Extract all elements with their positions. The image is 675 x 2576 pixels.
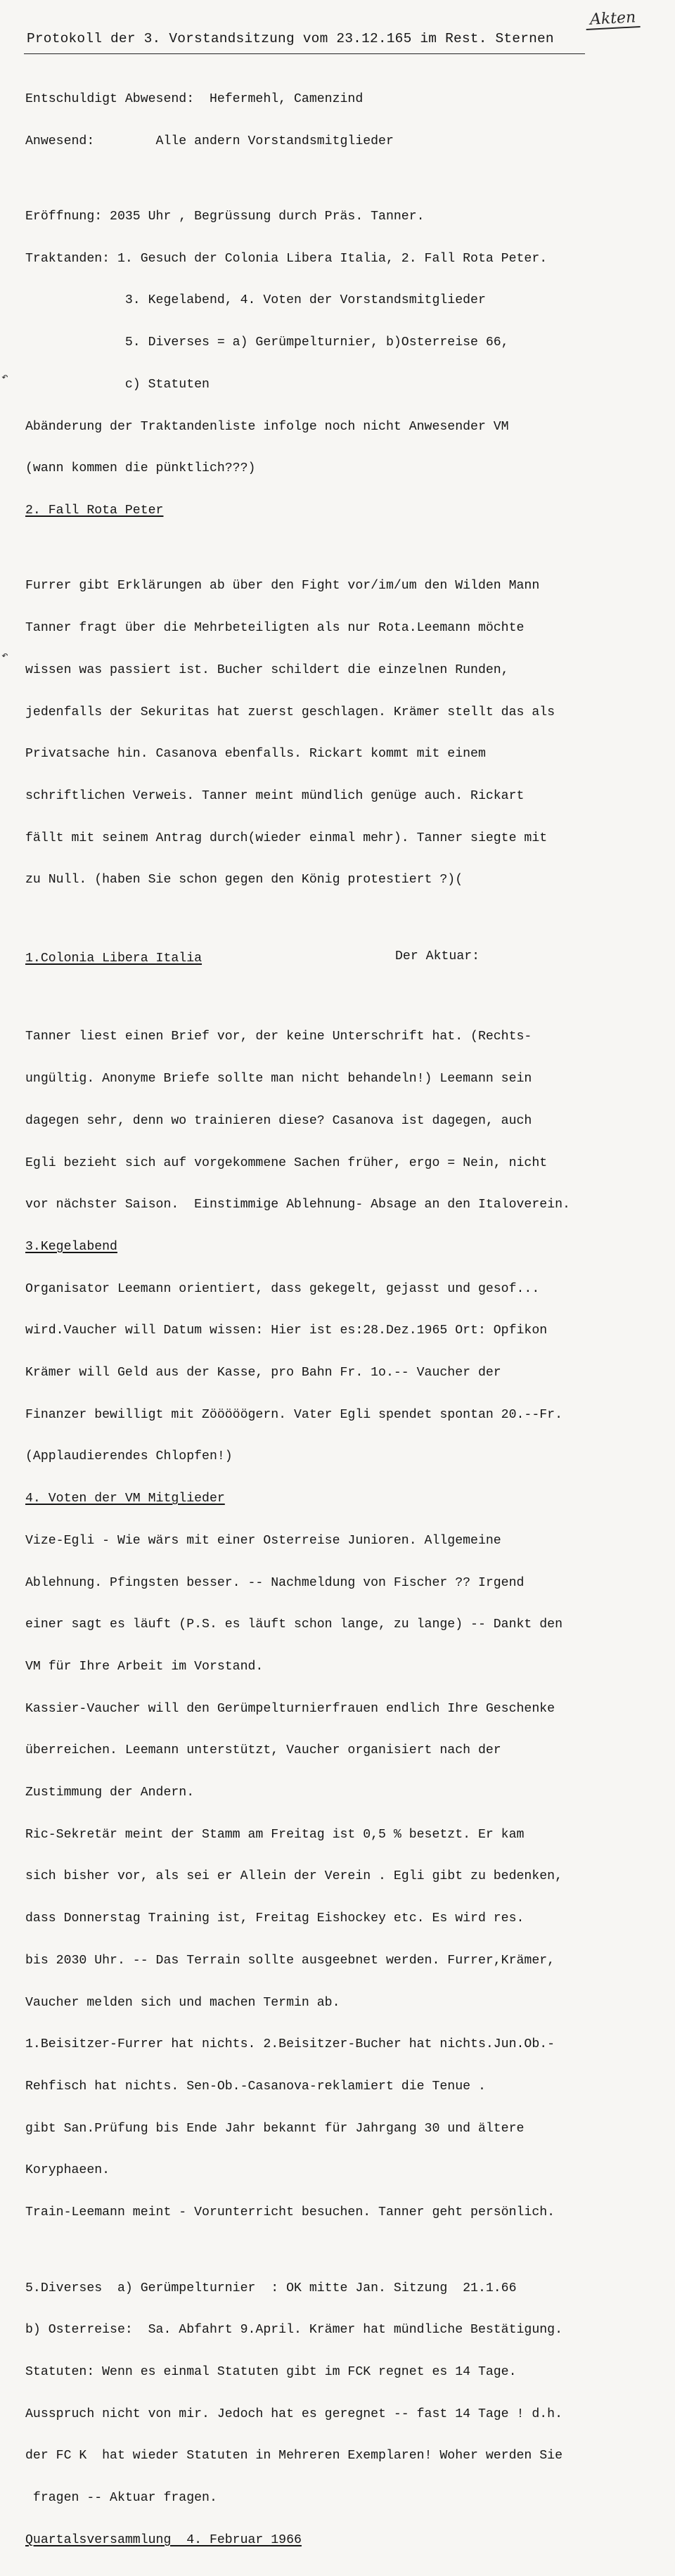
text-line: dagegen sehr, denn wo trainieren diese? Casanova ist dagegen, auch — [25, 1113, 532, 1128]
section-heading-fall-rota: 2. Fall Rota Peter — [25, 503, 164, 518]
text-line: gibt San.Prüfung bis Ende Jahr bekannt für Jahrgang 30 und ältere — [25, 2121, 525, 2136]
margin-mark: ↶ — [1, 371, 8, 384]
text-line: Zustimmung der Andern. — [25, 1786, 195, 1800]
margin-mark: ↶ — [1, 650, 8, 662]
text-line: (Applaudierendes Chlopfen!) — [25, 1449, 233, 1464]
text-line: der FC K hat wieder Statuten in Mehreren Exemplaren! Woher werden Sie — [25, 2449, 562, 2463]
quartalsversammlung-line: Quartalsversammlung 4. Februar 1966 — [25, 2532, 302, 2547]
text-line: Krämer will Geld aus der Kasse, pro Bahn Fr. 1o.-- Vaucher der — [25, 1366, 501, 1380]
text-line: 1.Beisitzer-Furrer hat nichts. 2.Beisitzer-Bucher hat nichts.Jun.Ob.- — [25, 2037, 555, 2052]
spacer — [25, 177, 651, 182]
text-line: Finanzer bewilligt mit Zööööögern. Vater Egli spendet spontan 20.--Fr. — [25, 1407, 562, 1422]
text-line: Ausspruch nicht von mir. Jedoch hat es geregnet -- fast 14 Tage ! d.h. — [25, 2407, 562, 2421]
text-line: fällt mit seinem Antrag durch(wieder einmal mehr). Tanner siegte mit — [25, 831, 548, 845]
text-line: 5. Diverses = a) Gerümpelturnier, b)Osterreise 66, — [25, 335, 509, 350]
text-line: (wann kommen die pünktlich???) — [25, 461, 256, 476]
handwritten-annotation: Akten — [585, 8, 641, 30]
text-line: Eröffnung: 2035 Uhr , Begrüssung durch Präs. Tanner. — [25, 210, 425, 224]
text-line: Vaucher melden sich und machen Termin ab. — [25, 1995, 340, 2010]
text-line: wissen was passiert ist. Bucher schildert die einzelnen Runden, — [25, 662, 509, 677]
signature-label: Der Aktuar: — [395, 949, 480, 963]
text-line: zu Null. (haben Sie schon gegen den König protestiert ?)( — [25, 873, 463, 887]
text-line: Tanner fragt über die Mehrbeteiligten als nur Rota.Leemann möchte — [25, 621, 525, 636]
text-line: Rehfisch hat nichts. Sen-Ob.-Casanova-reklamiert die Tenue . — [25, 2080, 486, 2094]
text-line: Kassier-Vaucher will den Gerümpelturnierfrauen endlich Ihre Geschenke — [25, 1701, 555, 1716]
section-heading-voten: 4. Voten der VM Mitglieder — [25, 1492, 225, 1506]
section-heading-diverses: 5.Diverses a) Gerümpelturnier : OK mitte Jan. Sitzung 21.1.66 — [25, 2281, 517, 2295]
text-line: dass Donnerstag Training ist, Freitag Eishockey etc. Es wird res. — [25, 1911, 525, 1926]
text-line: VM für Ihre Arbeit im Vorstand. — [25, 1659, 264, 1674]
text-line: Furrer gibt Erklärungen ab über den Fight vor/im/um den Wilden Mann — [25, 579, 540, 594]
text-line: Organisator Leemann orientiert, dass gekegelt, gejasst und gesof... — [25, 1281, 540, 1296]
text-line: überreichen. Leemann unterstützt, Vaucher organisiert nach der — [25, 1743, 501, 1758]
text-line: 3. Kegelabend, 4. Voten der Vorstandsmitglieder — [25, 293, 486, 308]
text-line: Tanner liest einen Brief vor, der keine Unterschrift hat. (Rechts- — [25, 1030, 532, 1044]
document-title: Protokoll der 3. Vorstandsitzung vom 23.12.165 im Rest. Sternen — [27, 31, 554, 46]
text-line: Ric-Sekretär meint der Stamm am Freitag ist 0,5 % besetzt. Er kam — [25, 1827, 525, 1842]
text-line: einer sagt es läuft (P.S. es läuft schon lange, zu lange) -- Dankt den — [25, 1617, 562, 1632]
text-line: Traktanden: 1. Gesuch der Colonia Libera Italia, 2. Fall Rota Peter. — [25, 251, 548, 266]
text-line: Train-Leemann meint - Vorunterricht besuchen. Tanner geht persönlich. — [25, 2205, 555, 2220]
text-line: sich bisher vor, als sei er Allein der Verein . Egli gibt zu bedenken, — [25, 1869, 562, 1884]
spacer — [25, 916, 651, 924]
spacer — [25, 2248, 651, 2254]
text-line: wird.Vaucher will Datum wissen: Hier ist es:28.Dez.1965 Ort: Opfikon — [25, 1324, 548, 1338]
text-line: b) Osterreise: Sa. Abfahrt 9.April. Krämer hat mündliche Bestätigung. — [25, 2323, 562, 2338]
section-heading-kegelabend: 3.Kegelabend — [25, 1239, 117, 1254]
text-line: ungültig. Anonyme Briefe sollte man nicht behandeln!) Leemann sein — [25, 1072, 532, 1087]
text-line: bis 2030 Uhr. -- Das Terrain sollte ausgeebnet werden. Furrer,Krämer, — [25, 1953, 555, 1968]
section-heading-colonia: 1.Colonia Libera Italia — [25, 951, 202, 966]
text-line: vor nächster Saison. Einstimmige Ablehnung- Absage an den Italoverein. — [25, 1198, 570, 1212]
text-line: Statuten: Wenn es einmal Statuten gibt im FCK regnet es 14 Tage. — [25, 2365, 517, 2380]
text-line: Anwesend: Alle andern Vorstandsmitglieder — [25, 134, 394, 148]
text-line: jedenfalls der Sekuritas hat zuerst geschlagen. Krämer stellt das als — [25, 705, 555, 719]
text-line: Abänderung der Traktandenliste infolge noch nicht Anwesender VM — [25, 419, 509, 434]
title-underline — [24, 53, 585, 54]
text-line: Ablehnung. Pfingsten besser. -- Nachmeldung von Fischer ?? Irgend — [25, 1575, 525, 1590]
protocol-body — [25, 65, 651, 2576]
text-line: fragen -- Aktuar fragen. — [25, 2491, 217, 2506]
spacer — [25, 994, 651, 1003]
text-line: Entschuldigt Abwesend: Hefermehl, Camenzind — [25, 91, 364, 106]
text-line: Privatsache hin. Casanova ebenfalls. Rickart kommt mit einem — [25, 747, 486, 762]
text-line: Vize-Egli - Wie wärs mit einer Osterreise Junioren. Allgemeine — [25, 1533, 501, 1548]
text-line: Egli bezieht sich auf vorgekommene Sachen früher, ergo = Nein, nicht — [25, 1155, 548, 1170]
text-line: Koryphaeen. — [25, 2163, 110, 2178]
text-line: schriftlichen Verweis. Tanner meint mündlich genüge auch. Rickart — [25, 788, 525, 803]
spacer — [25, 546, 651, 552]
text-line: c) Statuten — [25, 377, 210, 392]
